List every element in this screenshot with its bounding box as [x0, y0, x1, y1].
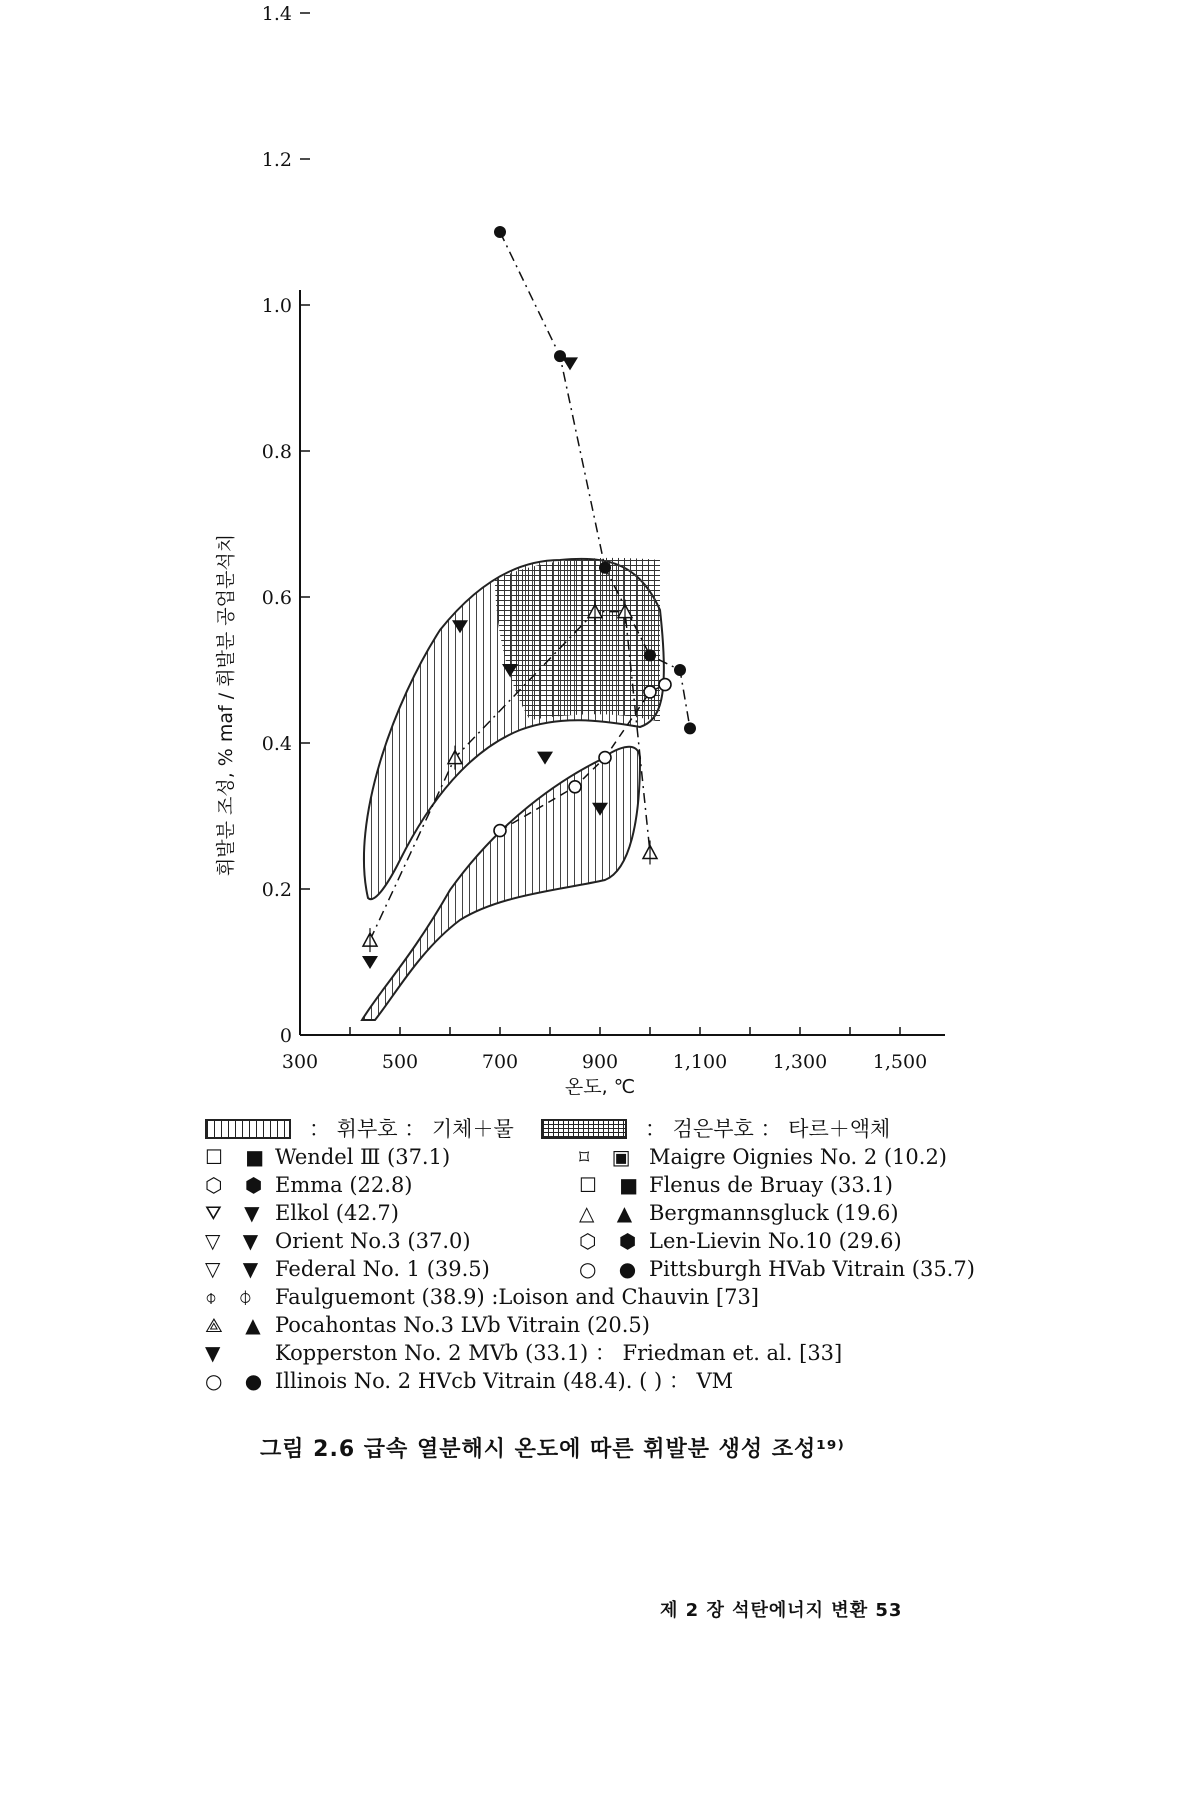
legend-symbols: ⬡ ⬢: [579, 1229, 645, 1253]
legend-paired-entries: [205, 1143, 1005, 1283]
dark-pattern-swatch: [541, 1119, 627, 1139]
y-tick-label: 0.4: [261, 733, 292, 755]
legend-symbols: ☐ ■: [579, 1173, 647, 1197]
legend-symbols: ⟁ ▲: [205, 1313, 269, 1337]
legend-row: [205, 1199, 1005, 1227]
data-point: [644, 686, 656, 698]
data-point: [569, 781, 581, 793]
light-pattern-swatch: [205, 1119, 291, 1139]
legend-symbols: ▽ ▼: [205, 1229, 267, 1253]
legend-label: Kopperston No. 2 MVb (33.1) ： Friedman et. al. [33]: [275, 1341, 843, 1365]
legend-label: Flenus de Bruay (33.1): [649, 1173, 893, 1197]
legend-label: Emma (22.8): [275, 1173, 413, 1197]
legend-symbols: ⬡ ⬢: [205, 1173, 271, 1197]
data-point: [599, 562, 611, 574]
y-tick-label: 0.8: [261, 441, 292, 463]
data-point: [599, 752, 611, 764]
legend-symbols: ○ ●: [579, 1257, 645, 1281]
y-tick-label: 1.2: [261, 149, 292, 171]
legend-label: Pittsburgh HVab Vitrain (35.7): [649, 1257, 975, 1281]
legend-symbols: ⛛ ▼: [205, 1201, 268, 1225]
legend-label: Pocahontas No.3 LVb Vitrain (20.5): [275, 1313, 650, 1337]
point-marker: [599, 562, 611, 574]
legend-symbols: △ ▲: [579, 1201, 641, 1225]
legend-row: [205, 1367, 1005, 1395]
legend-row: [205, 1171, 1005, 1199]
x-tick-label: 300: [281, 1051, 319, 1073]
legend-symbols: ⌑ ▣: [579, 1145, 639, 1169]
legend-symbols: ⌽ ⏀: [205, 1285, 260, 1309]
x-tick-label: 1,100: [672, 1051, 728, 1073]
chart-axes: [300, 13, 945, 1035]
point-marker: [644, 649, 656, 661]
legend-label: Bergmannsgluck (19.6): [649, 1201, 899, 1225]
data-point: [494, 226, 506, 238]
x-tick-label: 1,300: [772, 1051, 828, 1073]
legend-symbols: ○ ●: [205, 1369, 271, 1393]
x-tick-label: 900: [581, 1051, 619, 1073]
legend-row: [205, 1311, 1005, 1339]
legend-row: [205, 1339, 1005, 1367]
point-marker: [362, 956, 378, 969]
point-marker: [684, 722, 696, 734]
legend-label: Len-Lievin No.10 (29.6): [649, 1229, 902, 1253]
y-tick-label: 0.2: [261, 879, 292, 901]
legend-pattern-row: [205, 1115, 1005, 1143]
point-marker: [569, 781, 581, 793]
x-tick-labels: [282, 1051, 927, 1073]
legend-label: Wendel Ⅲ (37.1): [275, 1145, 451, 1169]
data-point: [643, 841, 657, 865]
shaded-regions: [362, 558, 664, 1020]
data-point: [562, 357, 578, 370]
data-point: [659, 679, 671, 691]
point-marker: [674, 664, 686, 676]
legend-row: [205, 1143, 1005, 1171]
data-point: [494, 825, 506, 837]
legend-row: [205, 1227, 1005, 1255]
legend-label: Illinois No. 2 HVcb Vitrain (48.4). ( ) ： VM: [275, 1369, 734, 1393]
legend-symbols: ☐ ■: [205, 1145, 273, 1169]
point-marker: [644, 686, 656, 698]
y-tick-label: 1.0: [261, 295, 292, 317]
x-axis-label: 온도, ℃: [564, 1076, 636, 1098]
region-upper-dark: [495, 558, 660, 722]
point-marker: [659, 679, 671, 691]
data-point: [674, 664, 686, 676]
x-tick-label: 1,500: [872, 1051, 928, 1073]
legend-row: [205, 1283, 1005, 1311]
data-point: [363, 928, 377, 952]
legend-label: Maigre Oignies No. 2 (10.2): [649, 1145, 947, 1169]
legend-label: Faulguemont (38.9) :Loison and Chauvin [73]: [275, 1285, 760, 1309]
data-point: [684, 722, 696, 734]
data-point: [362, 956, 378, 969]
x-tick-label: 700: [481, 1051, 519, 1073]
point-marker: [494, 226, 506, 238]
page-footer: 제 2 장 석탄에너지 변환 53: [660, 1600, 903, 1621]
legend-symbols: ▽ ▼: [205, 1257, 267, 1281]
figure-caption: 그림 2.6 급속 열분해시 온도에 따른 휘발분 생성 조성¹⁹⁾: [260, 1437, 845, 1462]
y-tick-label: 1.4: [261, 3, 292, 25]
data-point: [644, 649, 656, 661]
point-marker: [494, 825, 506, 837]
y-tick-label: 0.6: [261, 587, 292, 609]
point-marker: [599, 752, 611, 764]
legend-label: Federal No. 1 (39.5): [275, 1257, 490, 1281]
legend-symbols: ▼: [205, 1341, 229, 1365]
data-point: [537, 752, 553, 765]
point-marker: [562, 357, 578, 370]
legend-label: Orient No.3 (37.0): [275, 1229, 471, 1253]
legend-row: [205, 1255, 1005, 1283]
point-marker: [537, 752, 553, 765]
legend-label: Elkol (42.7): [275, 1201, 399, 1225]
y-tick-labels: [262, 3, 292, 1047]
y-axis-label: 휘발분 조성, % maf / 휘발분 공업분석치: [215, 533, 237, 877]
y-tick-label: 0: [279, 1025, 292, 1047]
light-pattern-label: ： 휘부호 ： 기체＋물: [309, 1117, 514, 1141]
dark-pattern-label: ： 검은부호 ： 타르＋액체: [645, 1117, 891, 1141]
chart-legend: [205, 1115, 1005, 1395]
legend-full-entries: [205, 1283, 1005, 1395]
x-tick-label: 500: [381, 1051, 419, 1073]
